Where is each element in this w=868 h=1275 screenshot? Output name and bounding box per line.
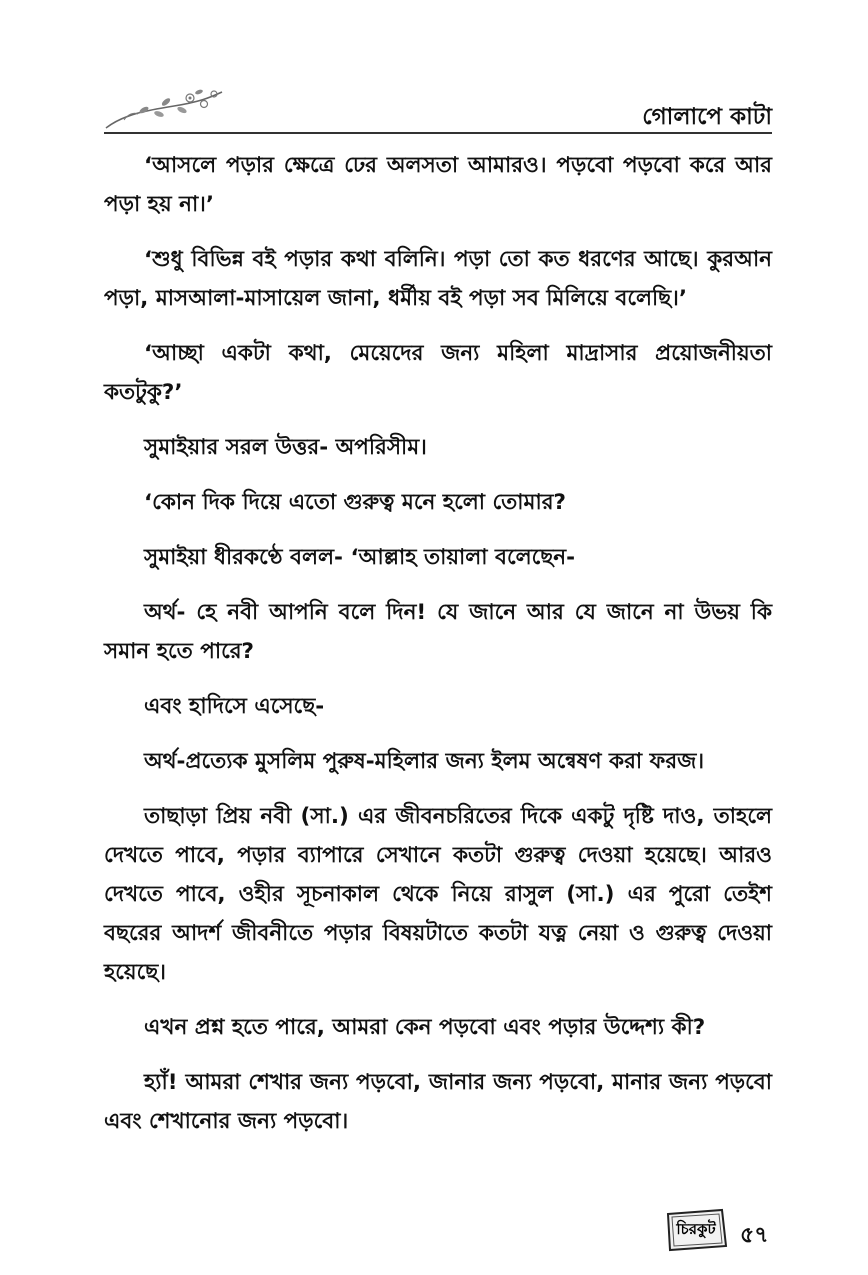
publisher-badge bbox=[664, 1208, 728, 1252]
paragraph: ‘কোন দিক দিয়ে এতো গুরুত্ব মনে হলো তোমার? bbox=[144, 490, 567, 515]
paragraph: হ্যাঁ! আমরা শেখার জন্য পড়বো, জানার জন্য পড়বো, মানার জন্য পড়বো এবং শেখানোর জন্য পড়বো। bbox=[104, 1070, 772, 1134]
page-body bbox=[104, 146, 772, 1157]
paragraph: ‘আচ্ছা একটা কথা, মেয়েদের জন্য মহিলা মাদ্রাসার প্রয়োজনীয়তা কতটুকু?’ bbox=[104, 341, 772, 405]
paragraph: সুমাইয়ার সরল উত্তর- অপরিসীম। bbox=[144, 435, 427, 460]
badge-text: চিরকুট bbox=[676, 1219, 716, 1238]
paragraph: এবং হাদিসে এসেছে- bbox=[144, 694, 325, 719]
page-number: ৫৭ bbox=[740, 1223, 769, 1248]
floral-vine-icon bbox=[104, 84, 224, 134]
paragraph: অর্থ-প্রত্যেক মুসলিম পুরুষ-মহিলার জন্য ইলম অন্বেষণ করা ফরজ। bbox=[144, 749, 705, 774]
paragraph: এখন প্রশ্ন হতে পারে, আমরা কেন পড়বো এবং পড়ার উদ্দেশ্য কী? bbox=[144, 1015, 706, 1040]
running-title: গোলাপে কাটা bbox=[642, 104, 772, 130]
paragraph: ‘শুধু বিভিন্ন বই পড়ার কথা বলিনি। পড়া তো কত ধরণের আছে। কুরআন পড়া, মাসআলা-মাসায়েল জানা, ধর্মীয় বই পড়া সব মিলিয়ে বলেছি।’ bbox=[104, 247, 772, 311]
header-rule bbox=[104, 132, 772, 134]
paragraph: তাছাড়া প্রিয় নবী (সা.) এর জীবনচরিতের দিকে একটু দৃষ্টি দাও, তাহলে দেখতে পাবে, পড়ার ব্যাপারে সেখানে কতটা গুরুত্ব দেওয়া হয়েছে। আরও দেখতে পাবে, ওহীর সূচনাকাল থেকে নিয়ে রাসুল (সা.) এর পুরো তেইশ বছরের আদর্শ জীবনীতে পড়ার বিষয়টাতে কতটা যত্ন নেয়া ও গুরুত্ব দেওয়া হয়েছে। bbox=[104, 804, 772, 985]
paragraph: ‘আসলে পড়ার ক্ষেত্রে ঢের অলসতা আমারও। পড়বো পড়বো করে আর পড়া হয় না।’ bbox=[104, 153, 772, 217]
paragraph: সুমাইয়া ধীরকণ্ঠে বলল- ‘আল্লাহ তায়ালা বলেছেন- bbox=[144, 545, 576, 570]
page-header bbox=[104, 84, 772, 136]
paragraph: অর্থ- হে নবী আপনি বলে দিন! যে জানে আর যে জানে না উভয় কি সমান হতে পারে? bbox=[104, 600, 772, 664]
